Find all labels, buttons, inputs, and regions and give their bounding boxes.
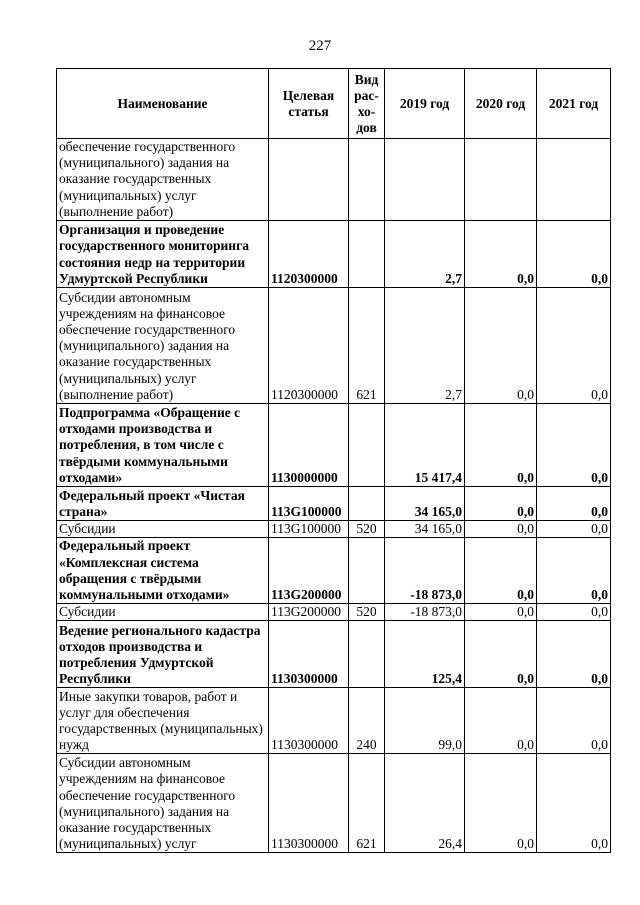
row-2019: -18 873,0 — [385, 538, 465, 604]
row-expense-type — [349, 538, 385, 604]
row-name: Субсидии — [57, 604, 269, 621]
row-2020: 0,0 — [465, 521, 537, 538]
row-expense-type — [349, 404, 385, 487]
row-name: обеспечение государственного (муниципального) задания на оказание государственных (муниципальных) услуг (выполнение работ) — [57, 139, 269, 221]
budget-table — [56, 68, 611, 853]
row-target-article: 1130300000 — [269, 688, 349, 754]
row-name: Федеральный проект «Чистая страна» — [57, 487, 269, 521]
row-2021 — [537, 139, 611, 221]
row-name: Федеральный проект «Комплексная система обращения с твёрдыми коммунальными отходами» — [57, 538, 269, 604]
row-name: Субсидии автономным учреждениям на финансовое обеспечение государственного (муниципального) задания на оказание государственных (муниципальных) услуг (выполнение работ) — [57, 288, 269, 404]
row-target-article: 113G100000 — [269, 521, 349, 538]
row-target-article: 1130000000 — [269, 404, 349, 487]
row-name: Организация и проведение государственного мониторинга состояния недр на территории Удмуртской Республики — [57, 221, 269, 288]
row-expense-type — [349, 221, 385, 288]
row-2021: 0,0 — [537, 521, 611, 538]
row-2021: 0,0 — [537, 754, 611, 853]
row-target-article: 113G200000 — [269, 538, 349, 604]
row-2020: 0,0 — [465, 754, 537, 853]
row-2019: 125,4 — [385, 621, 465, 688]
row-expense-type: 520 — [349, 521, 385, 538]
row-2020: 0,0 — [465, 688, 537, 754]
header-expense-type: Вид рас-хо-дов — [349, 69, 385, 139]
row-2019: 34 165,0 — [385, 521, 465, 538]
row-2020: 0,0 — [465, 404, 537, 487]
table-row — [57, 288, 611, 404]
header-2019: 2019 год — [385, 69, 465, 139]
header-2021: 2021 год — [537, 69, 611, 139]
row-expense-type: 520 — [349, 604, 385, 621]
row-expense-type: 621 — [349, 288, 385, 404]
row-2021: 0,0 — [537, 288, 611, 404]
row-2019: 2,7 — [385, 288, 465, 404]
row-2021: 0,0 — [537, 621, 611, 688]
row-2021: 0,0 — [537, 604, 611, 621]
row-name: Субсидии — [57, 521, 269, 538]
table-row — [57, 688, 611, 754]
row-2021: 0,0 — [537, 221, 611, 288]
row-2019: 99,0 — [385, 688, 465, 754]
table-row — [57, 754, 611, 853]
row-2020: 0,0 — [465, 604, 537, 621]
row-2020 — [465, 139, 537, 221]
header-name: Наименование — [57, 69, 269, 139]
row-target-article: 113G100000 — [269, 487, 349, 521]
table-row — [57, 487, 611, 521]
row-2020: 0,0 — [465, 221, 537, 288]
row-target-article: 113G200000 — [269, 604, 349, 621]
header-2020: 2020 год — [465, 69, 537, 139]
row-2019 — [385, 139, 465, 221]
row-name: Подпрограмма «Обращение с отходами производства и потребления, в том числе с твёрдыми коммунальными отходами» — [57, 404, 269, 487]
table-row — [57, 404, 611, 487]
row-2019: 2,7 — [385, 221, 465, 288]
row-2020: 0,0 — [465, 487, 537, 521]
table-row — [57, 139, 611, 221]
row-name: Иные закупки товаров, работ и услуг для обеспечения государственных (муниципальных) нужд — [57, 688, 269, 754]
row-expense-type — [349, 487, 385, 521]
table-row — [57, 604, 611, 621]
row-expense-type: 621 — [349, 754, 385, 853]
table-header-row — [57, 69, 611, 139]
table-row — [57, 538, 611, 604]
row-2020: 0,0 — [465, 538, 537, 604]
row-target-article: 1120300000 — [269, 221, 349, 288]
row-2021: 0,0 — [537, 688, 611, 754]
row-2021: 0,0 — [537, 538, 611, 604]
row-2019: 34 165,0 — [385, 487, 465, 521]
row-2020: 0,0 — [465, 288, 537, 404]
row-expense-type — [349, 621, 385, 688]
row-expense-type: 240 — [349, 688, 385, 754]
row-name: Субсидии автономным учреждениям на финансовое обеспечение государственного (муниципального) задания на оказание государственных (муниципальных) услуг — [57, 754, 269, 853]
row-name: Ведение регионального кадастра отходов производства и потребления Удмуртской Республики — [57, 621, 269, 688]
table-row — [57, 621, 611, 688]
table-row — [57, 221, 611, 288]
row-2020: 0,0 — [465, 621, 537, 688]
row-2019: -18 873,0 — [385, 604, 465, 621]
row-2019: 26,4 — [385, 754, 465, 853]
page-number: 227 — [308, 38, 332, 54]
table-row — [57, 521, 611, 538]
row-2021: 0,0 — [537, 487, 611, 521]
row-target-article: 1130300000 — [269, 621, 349, 688]
row-2019: 15 417,4 — [385, 404, 465, 487]
row-target-article: 1130300000 — [269, 754, 349, 853]
row-2021: 0,0 — [537, 404, 611, 487]
row-target-article — [269, 139, 349, 221]
row-target-article: 1120300000 — [269, 288, 349, 404]
row-expense-type — [349, 139, 385, 221]
header-target-article: Целевая статья — [269, 69, 349, 139]
